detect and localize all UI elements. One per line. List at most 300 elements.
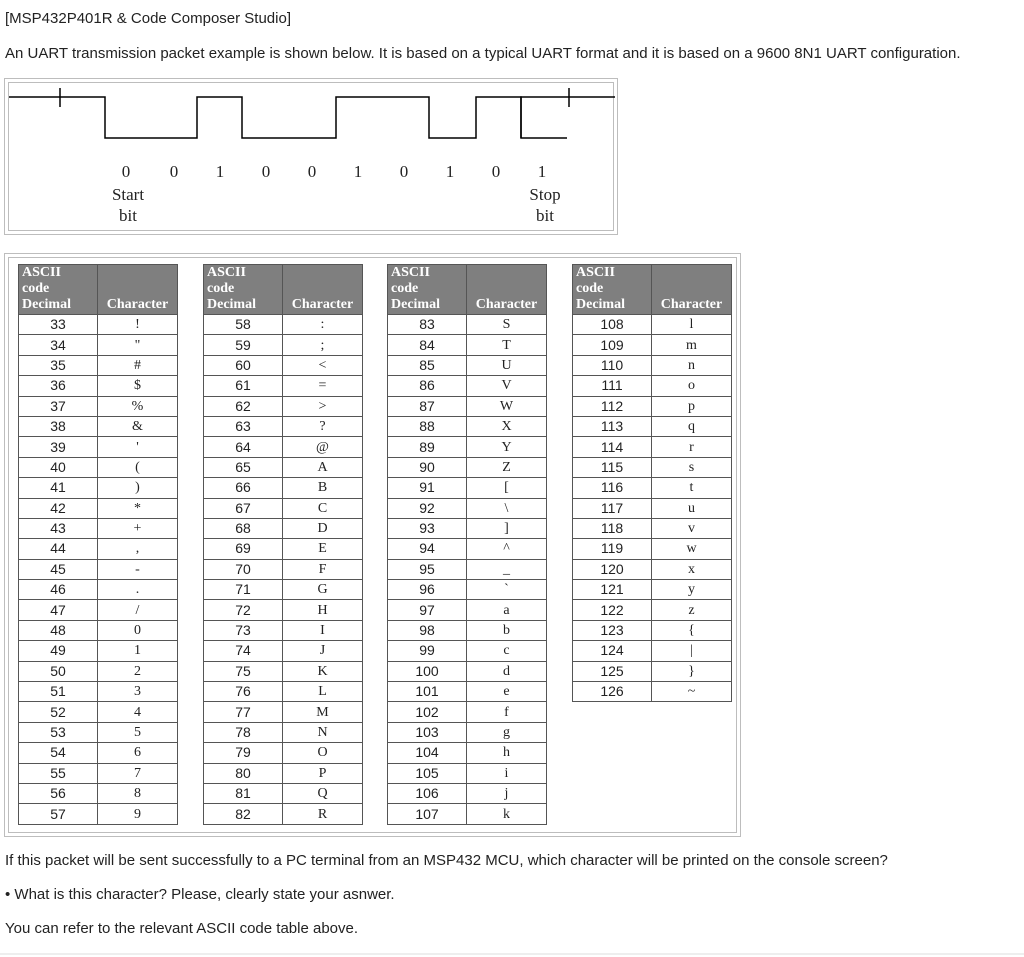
header-character: Character xyxy=(283,265,363,315)
header-character: Character xyxy=(467,265,547,315)
ascii-character-cell: C xyxy=(283,498,363,518)
ascii-character-cell: x xyxy=(652,559,732,579)
ascii-character-cell: n xyxy=(652,355,732,375)
ascii-table-column-1 xyxy=(18,264,178,825)
ascii-character-cell: f xyxy=(467,702,547,722)
ascii-character-cell: o xyxy=(652,376,732,396)
table-row xyxy=(204,355,363,375)
ascii-decimal-cell: 106 xyxy=(388,783,467,803)
table-row xyxy=(388,804,547,824)
header-line: code xyxy=(576,281,604,296)
ascii-character-cell: c xyxy=(467,641,547,661)
ascii-character-cell: ~ xyxy=(652,682,732,702)
bit-value: 0 xyxy=(491,162,501,181)
header-line: code xyxy=(207,281,235,296)
table-row xyxy=(19,722,178,742)
bit-value: 1 xyxy=(537,162,547,181)
ascii-decimal-cell: 50 xyxy=(19,661,98,681)
ascii-decimal-cell: 107 xyxy=(388,804,467,824)
table-row xyxy=(573,335,732,355)
ascii-character-cell: b xyxy=(467,620,547,640)
table-row xyxy=(204,702,363,722)
table-row xyxy=(204,682,363,702)
table-row xyxy=(19,498,178,518)
ascii-decimal-cell: 90 xyxy=(388,457,467,477)
table-row xyxy=(573,539,732,559)
header-character: Character xyxy=(652,265,732,315)
ascii-character-cell: r xyxy=(652,437,732,457)
ascii-character-cell: J xyxy=(283,641,363,661)
table-row xyxy=(204,498,363,518)
ascii-character-cell: ] xyxy=(467,518,547,538)
ascii-decimal-cell: 45 xyxy=(19,559,98,579)
ascii-character-cell: s xyxy=(652,457,732,477)
ascii-character-cell: V xyxy=(467,376,547,396)
table-row xyxy=(204,580,363,600)
table-row xyxy=(204,315,363,335)
table-row xyxy=(19,620,178,640)
ascii-decimal-cell: 123 xyxy=(573,620,652,640)
table-header-row xyxy=(388,265,547,315)
ascii-character-cell: u xyxy=(652,498,732,518)
ascii-character-cell: Y xyxy=(467,437,547,457)
ascii-decimal-cell: 97 xyxy=(388,600,467,620)
ascii-decimal-cell: 112 xyxy=(573,396,652,416)
ascii-decimal-cell: 113 xyxy=(573,416,652,436)
ascii-character-cell: q xyxy=(652,416,732,436)
ascii-decimal-cell: 82 xyxy=(204,804,283,824)
bit-value: 0 xyxy=(399,162,409,181)
ascii-decimal-cell: 72 xyxy=(204,600,283,620)
table-row xyxy=(573,355,732,375)
ascii-decimal-cell: 38 xyxy=(19,416,98,436)
table-row xyxy=(573,682,732,702)
ascii-decimal-cell: 51 xyxy=(19,682,98,702)
ascii-decimal-cell: 117 xyxy=(573,498,652,518)
ascii-decimal-cell: 110 xyxy=(573,355,652,375)
header-line: Decimal xyxy=(576,297,625,312)
ascii-decimal-cell: 73 xyxy=(204,620,283,640)
bit-value: 0 xyxy=(261,162,271,181)
table-row xyxy=(19,416,178,436)
table-row xyxy=(388,498,547,518)
ascii-character-cell: % xyxy=(98,396,178,416)
table-row xyxy=(204,783,363,803)
ascii-character-cell: ^ xyxy=(467,539,547,559)
ascii-decimal-cell: 87 xyxy=(388,396,467,416)
ascii-character-cell: @ xyxy=(283,437,363,457)
ascii-character-cell: 7 xyxy=(98,763,178,783)
ascii-decimal-cell: 39 xyxy=(19,437,98,457)
ascii-decimal-cell: 101 xyxy=(388,682,467,702)
ascii-character-cell: 4 xyxy=(98,702,178,722)
ascii-decimal-cell: 124 xyxy=(573,641,652,661)
table-row xyxy=(204,722,363,742)
ascii-character-cell: 8 xyxy=(98,783,178,803)
table-row xyxy=(388,478,547,498)
table-row xyxy=(204,518,363,538)
ascii-character-cell: y xyxy=(652,580,732,600)
ascii-character-cell: D xyxy=(283,518,363,538)
table-row xyxy=(388,661,547,681)
table-row xyxy=(573,580,732,600)
table-row xyxy=(388,335,547,355)
ascii-decimal-cell: 71 xyxy=(204,580,283,600)
ascii-character-cell: # xyxy=(98,355,178,375)
ascii-decimal-cell: 33 xyxy=(19,315,98,335)
table-row xyxy=(19,437,178,457)
ascii-character-cell: = xyxy=(283,376,363,396)
table-row xyxy=(19,335,178,355)
ascii-character-cell: w xyxy=(652,539,732,559)
ascii-character-cell: : xyxy=(283,315,363,335)
table-row xyxy=(388,457,547,477)
ascii-table-frame xyxy=(8,257,737,833)
table-row xyxy=(573,641,732,661)
ascii-character-cell: ) xyxy=(98,478,178,498)
table-row xyxy=(19,518,178,538)
table-row xyxy=(388,600,547,620)
ascii-character-cell: \ xyxy=(467,498,547,518)
table-row xyxy=(19,580,178,600)
header-line: Decimal xyxy=(391,297,440,312)
table-row xyxy=(19,743,178,763)
table-row xyxy=(573,416,732,436)
ascii-character-cell: F xyxy=(283,559,363,579)
table-row xyxy=(19,763,178,783)
ascii-decimal-cell: 84 xyxy=(388,335,467,355)
ascii-decimal-cell: 46 xyxy=(19,580,98,600)
ascii-decimal-cell: 49 xyxy=(19,641,98,661)
table-row xyxy=(388,355,547,375)
table-row xyxy=(204,804,363,824)
table-header-row xyxy=(573,265,732,315)
ascii-decimal-cell: 41 xyxy=(19,478,98,498)
ascii-character-cell: z xyxy=(652,600,732,620)
table-row xyxy=(204,457,363,477)
start-bit-label xyxy=(98,184,158,226)
ascii-decimal-cell: 104 xyxy=(388,743,467,763)
ascii-character-cell: O xyxy=(283,743,363,763)
table-row xyxy=(19,559,178,579)
table-row xyxy=(573,518,732,538)
ascii-table-column-2 xyxy=(203,264,363,825)
ascii-character-cell: ? xyxy=(283,416,363,436)
ascii-character-cell: j xyxy=(467,783,547,803)
table-row xyxy=(388,620,547,640)
ascii-character-cell: A xyxy=(283,457,363,477)
ascii-decimal-cell: 80 xyxy=(204,763,283,783)
ascii-decimal-cell: 61 xyxy=(204,376,283,396)
stop-bit-label xyxy=(515,184,575,226)
ascii-decimal-cell: 58 xyxy=(204,315,283,335)
ascii-character-cell: 5 xyxy=(98,722,178,742)
ascii-character-cell: P xyxy=(283,763,363,783)
ascii-character-cell: ; xyxy=(283,335,363,355)
ascii-decimal-cell: 126 xyxy=(573,682,652,702)
ascii-character-cell: m xyxy=(652,335,732,355)
header-line: code xyxy=(22,281,50,296)
table-row xyxy=(204,743,363,763)
ascii-decimal-cell: 68 xyxy=(204,518,283,538)
ascii-character-cell: T xyxy=(467,335,547,355)
ascii-decimal-cell: 44 xyxy=(19,539,98,559)
header-character: Character xyxy=(98,265,178,315)
ascii-decimal-cell: 62 xyxy=(204,396,283,416)
ascii-character-cell: p xyxy=(652,396,732,416)
ascii-character-cell: $ xyxy=(98,376,178,396)
ascii-decimal-cell: 65 xyxy=(204,457,283,477)
ascii-character-cell: h xyxy=(467,743,547,763)
ascii-character-cell: B xyxy=(283,478,363,498)
ascii-decimal-cell: 114 xyxy=(573,437,652,457)
ascii-character-cell: - xyxy=(98,559,178,579)
ascii-decimal-cell: 125 xyxy=(573,661,652,681)
ascii-decimal-cell: 74 xyxy=(204,641,283,661)
ascii-decimal-cell: 98 xyxy=(388,620,467,640)
table-row xyxy=(204,539,363,559)
ascii-decimal-cell: 47 xyxy=(19,600,98,620)
table-row xyxy=(573,661,732,681)
start-bit-label-line2: bit xyxy=(119,206,137,225)
header-line: Decimal xyxy=(22,297,71,312)
table-row xyxy=(573,620,732,640)
table-row xyxy=(573,457,732,477)
table-row xyxy=(204,559,363,579)
ascii-character-cell: ! xyxy=(98,315,178,335)
table-row xyxy=(573,600,732,620)
table-row xyxy=(573,437,732,457)
ascii-character-cell: l xyxy=(652,315,732,335)
ascii-decimal-cell: 102 xyxy=(388,702,467,722)
ascii-character-cell: a xyxy=(467,600,547,620)
stop-bit-label-line2: bit xyxy=(536,206,554,225)
ascii-decimal-cell: 85 xyxy=(388,355,467,375)
ascii-decimal-cell: 81 xyxy=(204,783,283,803)
ascii-character-cell: { xyxy=(652,620,732,640)
ascii-character-cell: K xyxy=(283,661,363,681)
ascii-character-cell: G xyxy=(283,580,363,600)
table-row xyxy=(204,478,363,498)
ascii-decimal-cell: 60 xyxy=(204,355,283,375)
header-line: code xyxy=(391,281,419,296)
table-row xyxy=(204,376,363,396)
ascii-character-cell: X xyxy=(467,416,547,436)
table-row xyxy=(19,376,178,396)
table-row xyxy=(573,498,732,518)
ascii-character-cell: L xyxy=(283,682,363,702)
ascii-character-cell: M xyxy=(283,702,363,722)
ascii-character-cell: | xyxy=(652,641,732,661)
header-ascii-decimal xyxy=(204,265,283,315)
waveform-line xyxy=(9,97,567,138)
table-row xyxy=(388,539,547,559)
ascii-character-cell: g xyxy=(467,722,547,742)
ascii-decimal-cell: 36 xyxy=(19,376,98,396)
ascii-table-column-4 xyxy=(572,264,732,702)
ascii-character-cell: H xyxy=(283,600,363,620)
ascii-decimal-cell: 92 xyxy=(388,498,467,518)
table-row xyxy=(388,315,547,335)
ascii-character-cell: d xyxy=(467,661,547,681)
waveform-rise-to-idle xyxy=(521,97,615,138)
ascii-character-cell: e xyxy=(467,682,547,702)
table-row xyxy=(573,376,732,396)
ascii-decimal-cell: 77 xyxy=(204,702,283,722)
table-row xyxy=(388,763,547,783)
ascii-decimal-cell: 108 xyxy=(573,315,652,335)
header-ascii-decimal xyxy=(388,265,467,315)
ascii-decimal-cell: 57 xyxy=(19,804,98,824)
ascii-character-cell: , xyxy=(98,539,178,559)
bit-value: 0 xyxy=(307,162,317,181)
table-row xyxy=(388,396,547,416)
ascii-character-cell: 2 xyxy=(98,661,178,681)
table-row xyxy=(204,600,363,620)
divider xyxy=(0,953,1024,955)
ascii-decimal-cell: 42 xyxy=(19,498,98,518)
table-row xyxy=(388,518,547,538)
table-row xyxy=(19,396,178,416)
ascii-character-cell: I xyxy=(283,620,363,640)
ascii-character-cell: W xyxy=(467,396,547,416)
header-line: ASCII xyxy=(22,265,61,280)
ascii-decimal-cell: 115 xyxy=(573,457,652,477)
header-line: ASCII xyxy=(391,265,430,280)
ascii-character-cell: t xyxy=(652,478,732,498)
ascii-character-cell: + xyxy=(98,518,178,538)
ascii-character-cell: / xyxy=(98,600,178,620)
ascii-decimal-cell: 96 xyxy=(388,580,467,600)
ascii-character-cell: U xyxy=(467,355,547,375)
ascii-decimal-cell: 34 xyxy=(19,335,98,355)
ascii-character-cell: R xyxy=(283,804,363,824)
ascii-character-cell: . xyxy=(98,580,178,600)
ascii-decimal-cell: 94 xyxy=(388,539,467,559)
ascii-character-cell: ' xyxy=(98,437,178,457)
ascii-decimal-cell: 40 xyxy=(19,457,98,477)
ascii-decimal-cell: 88 xyxy=(388,416,467,436)
table-row xyxy=(19,600,178,620)
ascii-decimal-cell: 105 xyxy=(388,763,467,783)
bit-value: 1 xyxy=(445,162,455,181)
ascii-decimal-cell: 43 xyxy=(19,518,98,538)
ascii-character-cell: 6 xyxy=(98,743,178,763)
intro-text: An UART transmission packet example is shown below. It is based on a typical UART format and it is based on a 9600 8N1 UART configuration. xyxy=(5,45,961,62)
ascii-decimal-cell: 70 xyxy=(204,559,283,579)
ascii-decimal-cell: 69 xyxy=(204,539,283,559)
table-row xyxy=(19,661,178,681)
ascii-decimal-cell: 35 xyxy=(19,355,98,375)
ascii-table-column-3 xyxy=(387,264,547,825)
ascii-decimal-cell: 103 xyxy=(388,722,467,742)
table-row xyxy=(19,641,178,661)
ascii-character-cell: k xyxy=(467,804,547,824)
table-row xyxy=(388,437,547,457)
ascii-decimal-cell: 120 xyxy=(573,559,652,579)
ascii-character-cell: & xyxy=(98,416,178,436)
ascii-decimal-cell: 86 xyxy=(388,376,467,396)
ascii-character-cell: < xyxy=(283,355,363,375)
table-row xyxy=(388,783,547,803)
ascii-decimal-cell: 75 xyxy=(204,661,283,681)
ascii-character-cell: Q xyxy=(283,783,363,803)
ascii-decimal-cell: 99 xyxy=(388,641,467,661)
ascii-character-cell: i xyxy=(467,763,547,783)
table-row xyxy=(19,783,178,803)
ascii-character-cell: E xyxy=(283,539,363,559)
table-header-row xyxy=(204,265,363,315)
table-row xyxy=(204,396,363,416)
table-row xyxy=(388,682,547,702)
table-row xyxy=(19,682,178,702)
ascii-decimal-cell: 83 xyxy=(388,315,467,335)
table-row xyxy=(388,559,547,579)
header-ascii-decimal xyxy=(19,265,98,315)
start-bit-label-line1: Start xyxy=(111,185,145,204)
ascii-character-cell: " xyxy=(98,335,178,355)
table-row xyxy=(204,641,363,661)
table-row xyxy=(573,559,732,579)
ascii-character-cell: * xyxy=(98,498,178,518)
ascii-character-cell: 3 xyxy=(98,682,178,702)
stop-bit-label-line1: Stop xyxy=(529,185,561,204)
bit-value: 1 xyxy=(215,162,225,181)
table-row xyxy=(388,580,547,600)
ascii-character-cell: Z xyxy=(467,457,547,477)
table-row xyxy=(388,722,547,742)
bit-value: 0 xyxy=(121,162,131,181)
header-ascii-decimal xyxy=(573,265,652,315)
header-line: ASCII xyxy=(207,265,246,280)
ascii-character-cell: } xyxy=(652,661,732,681)
ascii-decimal-cell: 95 xyxy=(388,559,467,579)
ascii-decimal-cell: 53 xyxy=(19,722,98,742)
reference-note: You can refer to the relevant ASCII code table above. xyxy=(5,920,359,937)
question-text: If this packet will be sent successfully to a PC terminal from an MSP432 MCU, which character will be printed on the console screen? xyxy=(5,852,888,869)
table-row xyxy=(204,437,363,457)
ascii-decimal-cell: 52 xyxy=(19,702,98,722)
uart-waveform-figure xyxy=(4,78,618,235)
ascii-table-figure xyxy=(4,253,741,837)
ascii-character-cell: > xyxy=(283,396,363,416)
ascii-decimal-cell: 63 xyxy=(204,416,283,436)
table-row xyxy=(19,804,178,824)
ascii-character-cell: 0 xyxy=(98,620,178,640)
header-line: ASCII xyxy=(576,265,615,280)
ascii-decimal-cell: 67 xyxy=(204,498,283,518)
ascii-decimal-cell: 93 xyxy=(388,518,467,538)
ascii-character-cell: 1 xyxy=(98,641,178,661)
table-row xyxy=(573,315,732,335)
ascii-decimal-cell: 78 xyxy=(204,722,283,742)
ascii-decimal-cell: 79 xyxy=(204,743,283,763)
ascii-decimal-cell: 111 xyxy=(573,376,652,396)
table-row xyxy=(19,702,178,722)
table-row xyxy=(204,620,363,640)
ascii-decimal-cell: 66 xyxy=(204,478,283,498)
table-row xyxy=(388,702,547,722)
ascii-decimal-cell: 100 xyxy=(388,661,467,681)
ascii-character-cell: 9 xyxy=(98,804,178,824)
ascii-decimal-cell: 122 xyxy=(573,600,652,620)
table-row xyxy=(388,743,547,763)
ascii-decimal-cell: 76 xyxy=(204,682,283,702)
table-header-row xyxy=(19,265,178,315)
ascii-decimal-cell: 56 xyxy=(19,783,98,803)
table-row xyxy=(573,396,732,416)
table-row xyxy=(19,355,178,375)
